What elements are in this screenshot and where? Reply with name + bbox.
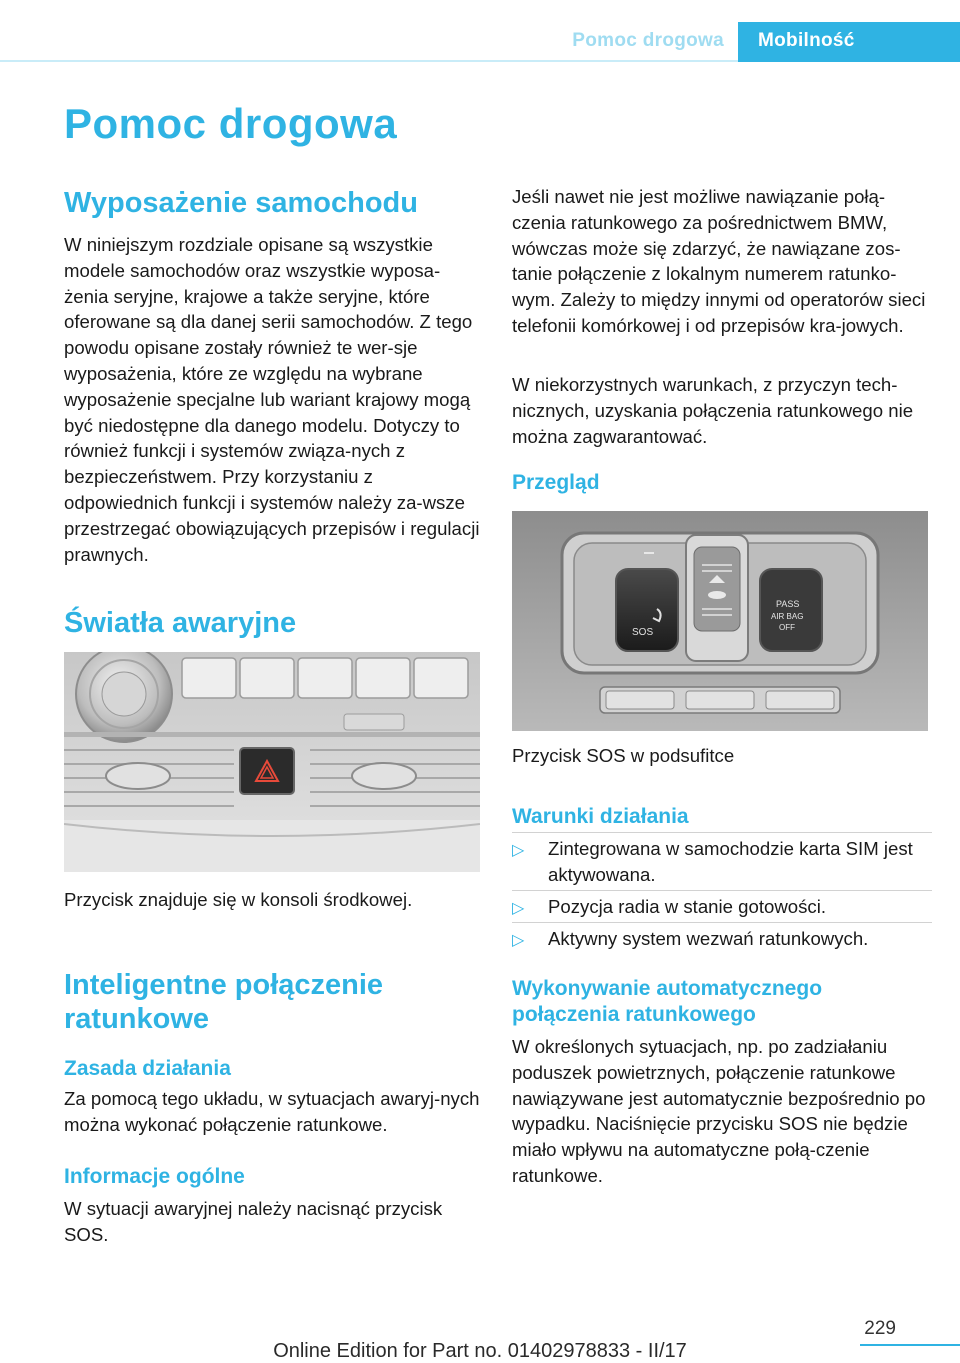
heading-emergency-call: Inteligentne połączenie ratunkowe — [64, 969, 384, 1035]
header-section-name: Pomoc drogowa — [572, 30, 724, 51]
sos-caption: Przycisk SOS w podsufitce — [512, 745, 735, 766]
heading-general-info: Informacje ogólne — [64, 1165, 245, 1188]
divider — [512, 832, 932, 833]
divider — [512, 890, 932, 891]
bullet-triangle-icon: ▷ — [512, 842, 525, 859]
chapter-tab-label: Mobilność — [758, 30, 855, 51]
list-item: ▷ Aktywny system wezwań ratunkowych. — [512, 926, 932, 952]
automatic-call-text: W określonych sytuacjach, np. po zadziałaniu poduszek powietrznych, połączenie ratunkowe nawiązywane jest automatycznie bezpośrednio po wypadku. Naciśnięcie przycisku SOS nie będzie miało wpływu na automatyczne połą‐czenie ratunkowe. — [512, 1036, 926, 1186]
heading-principle: Zasada działania — [64, 1057, 231, 1080]
page-number: 229 — [864, 1318, 896, 1339]
bullet-triangle-icon: ▷ — [512, 900, 525, 917]
edition-footer: Online Edition for Part no. 01402978833 - II/17 — [273, 1340, 687, 1362]
hazard-caption: Przycisk znajduje się w konsoli środkowej. — [64, 889, 413, 910]
off-label: OFF — [779, 623, 795, 632]
heading-overview: Przegląd — [512, 471, 600, 494]
general-info-text: W sytuacji awaryjnej należy nacisnąć przycisk SOS. — [64, 1198, 443, 1245]
chapter-tab[interactable] — [738, 22, 960, 62]
page-title: Pomoc drogowa — [64, 100, 398, 147]
emergency-local-number-text: Jeśli nawet nie jest możliwe nawiązanie połą‐czenia ratunkowego za pośrednictwem BMW, wówczas może się zdarzyć, że nawiązane zos‐tanie połączenie z lokalnym numerem ratunko‐wym. Zależy to między innymi od operatorów sieci telefonii komórkowej i od przepisów kra‐jowych. — [512, 186, 926, 336]
heading-conditions: Warunki działania — [512, 805, 689, 828]
divider — [512, 922, 932, 923]
emergency-conditions-text: W niekorzystnych warunkach, z przyczyn tech‐nicznych, uzyskania połączenia ratunkowego nie można zagwarantować. — [512, 374, 914, 447]
list-item: ▷ Zintegrowana w samochodzie karta SIM jest aktywowana. — [512, 838, 913, 885]
principle-text: Za pomocą tego układu, w sytuacjach awaryj‐nych można wykonać połączenie ratunkowe. — [64, 1088, 480, 1135]
list-item: ▷ Pozycja radia w stanie gotowości. — [512, 894, 932, 920]
pass-label: PASS — [776, 599, 800, 609]
airbag-label: AIR BAG — [771, 612, 804, 621]
sos-button-photo — [512, 511, 928, 731]
heading-hazard-lights: Światła awaryjne — [64, 607, 297, 639]
sos-label: SOS — [632, 627, 654, 638]
bullet-triangle-icon: ▷ — [512, 932, 525, 949]
hazard-button-photo — [64, 652, 480, 872]
running-header — [0, 22, 738, 62]
heading-automatic-call: Wykonywanie automatycznego połączenia ratunkowego — [512, 977, 823, 1026]
heading-vehicle-equipment: Wyposażenie samochodu — [64, 187, 418, 219]
vehicle-equipment-text: W niniejszym rozdziale opisane są wszystkie modele samochodów oraz wszystkie wyposa‐żenia seryjne, krajowe a także seryjne, które oferowane są dla danej serii samochodów. Z tego powodu opisane zostały również te wer‐sje wyposażenia, które ze względu na wybrane wyposażenie specjalne lub wariant krajowy mogą być niedostępne dla danego modelu. Dotyczy to również funkcji i systemów związa‐nych z bezpieczeństwem. Przy korzystaniu z odpowiednich funkcji i systemów należy za‐wsze przestrzegać obowiązujących przepisów i regulacji prawnych. — [64, 234, 480, 565]
